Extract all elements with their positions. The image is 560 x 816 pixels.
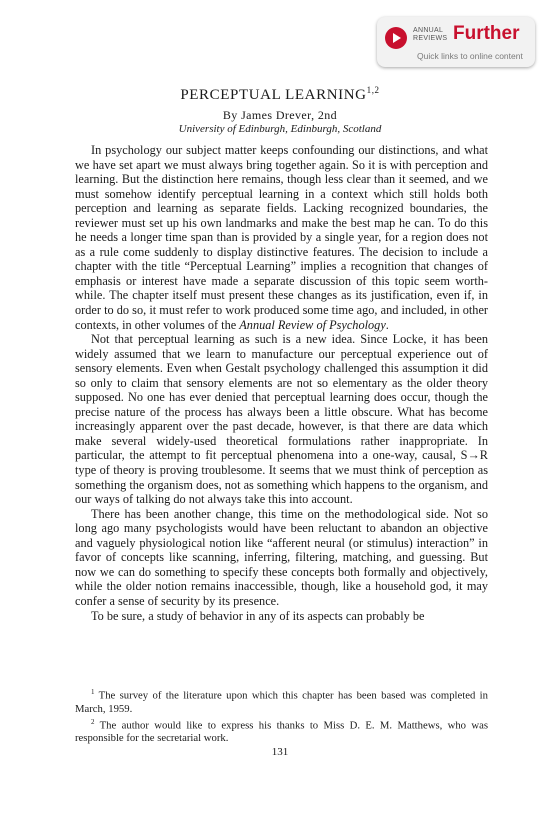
body-paragraph-4: To be sure, a study of behavior in any of its aspects can probably be — [91, 608, 425, 623]
quick-links-label[interactable]: Quick links to online content — [417, 51, 523, 61]
body-paragraph-2: Not that perceptual learning as such is a new idea. Since Locke, it has been widely assumed that we learn to manufacture our perceptual experience out of sensory elements. Even when Gestalt psychology challenged this assumption it did so only to claim that sensory elements are not so elementary as the older theory supposed. No one has ever denied that perceptual learning does occur, though the precise nature of the process has always been a little obscure. What has become increasingly apparent over the past decade, however, is that there are data which make several widely-used theoretical formulations rather inappropriate. In particular, the attempt to fit perceptual phenomena into a one-way, causal, S→R type of theory is proving troublesome. It seems that we must think of perception as something the organism does, not as something which happens to the organism, and our ways of talking do not always take this into account. — [75, 332, 488, 507]
further-label[interactable]: Further — [453, 23, 520, 44]
footnotes — [75, 686, 488, 745]
journal-name: Annual Review of Psychology — [239, 317, 386, 332]
article-affiliation: University of Edinburgh, Edinburgh, Scotland — [178, 123, 382, 135]
annual-reviews-logo-icon — [385, 27, 407, 49]
article-author: By James Drever, 2nd — [222, 108, 338, 122]
title-footnote-marks: 1,2 — [366, 85, 380, 95]
body-paragraph-1 — [75, 143, 488, 332]
footnote-2-mark: 2 — [91, 717, 95, 726]
footnote-1-text: The survey of the literature upon which this chapter has been based was completed in March, 1959. — [75, 689, 488, 715]
paragraph-1-end: . — [385, 317, 389, 332]
paragraph-1-text: In psychology our subject matter keeps confounding our distinctions, and what we have set apart we must always bring together again. So it is with perception and learning. But the distinction here remains, though less clear than it seemed, and we must somehow identify perceptual learning in a context which still holds both perception and learning as separate fields. Lacking recognized boundaries, the reviewer must set up his own landmarks and make the best map he can. To do this he needs a longer time span than is provided by a single year, for a region does not as a rule come suddenly to display distinctive features. The decision to include a chapter with the title “Perceptual Learning” implies a recognition that changes of emphasis or interest have made a separate discussion of this topic seem worth-while. The chapter itself must present these changes as its justification, even if, in order to do so, it must refer to work produced some time ago, and included, in other contexts, in other volumes of the — [75, 143, 488, 332]
footnote-1 — [75, 686, 488, 716]
body-paragraph-3: There has been another change, this time on the methodological side. Not so long ago many psychologists would have been reluctant to abandon an objective and vaguely physiological notion like “afferent neural (or stimulus) interaction” in favor of concepts like scanning, inferring, filtering, matching, and guessing. But now we can do something to specify these concepts both formally and objectively, while the older notion remains inaccessible, though, like a household god, it may confer a sense of security by its presence. — [75, 506, 488, 608]
article-title-text: PERCEPTUAL LEARNING — [180, 87, 367, 103]
footnote-1-mark: 1 — [91, 688, 95, 696]
annual-reviews-label: ANNUAL REVIEWS — [413, 27, 448, 42]
article-title — [0, 85, 560, 104]
annual-reviews-further-banner[interactable] — [377, 17, 535, 67]
footnote-2 — [75, 716, 488, 746]
page-number: 131 — [271, 746, 289, 758]
footnote-2-text: The author would like to express his thanks to Miss D. E. M. Matthews, who was responsible for the secretarial work. — [75, 719, 488, 745]
article-body — [75, 143, 488, 623]
